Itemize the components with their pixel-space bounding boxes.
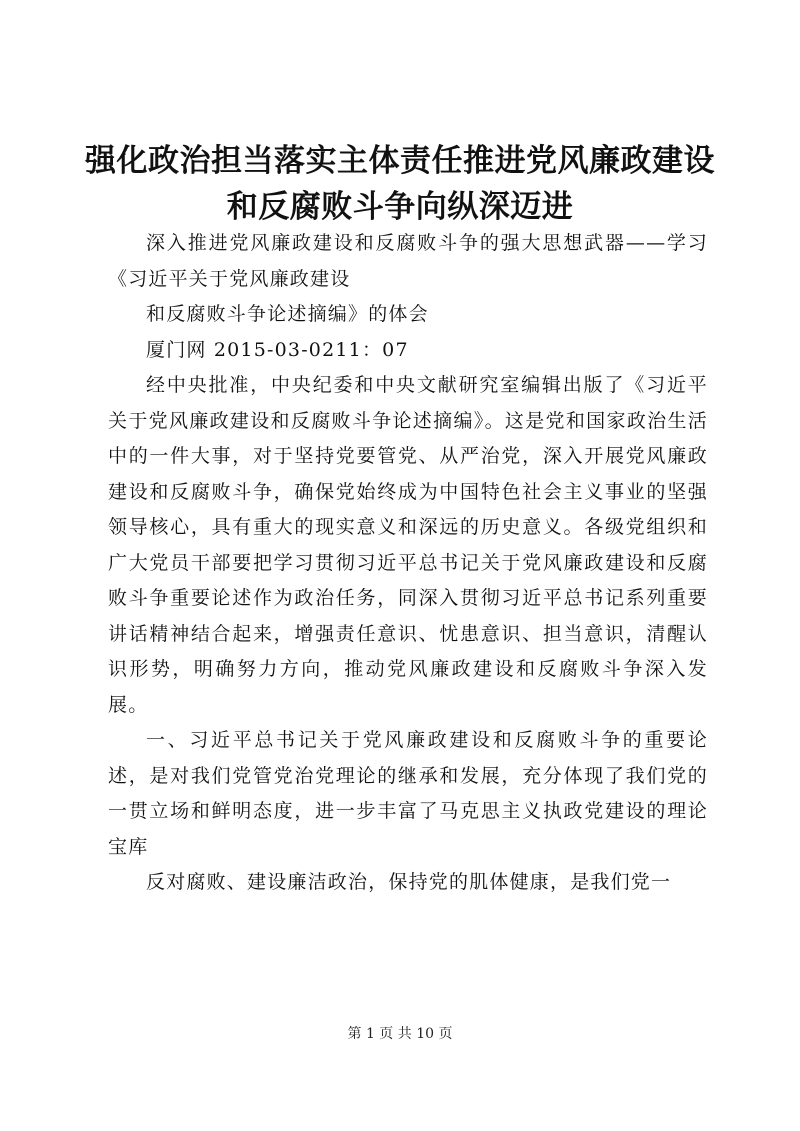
document-title [80, 138, 720, 230]
body-paragraph: 经中央批准，中央纪委和中央文献研究室编辑出版了《习近平关于党风廉政建设和反腐败斗争论述摘编》。这是党和国家政治生活中的一件大事，对于坚持党要管党、从严治党，深入开展党风廉政建设和反腐败斗争，确保党始终成为中国特色社会主义事业的坚强领导核心，具有重大的现实意义和深远的历史意义。各级党组织和广大党员干部要把学习贯彻习近平总书记关于党风廉政建设和反腐败斗争重要论述作为政治任务，同深入贯彻习近平总书记系列重要讲话精神结合起来，增强责任意识、忧患意识、担当意识，清醒认识形势，明确努力方向，推动党风廉政建设和反腐败斗争深入发展。 [108, 374, 708, 716]
document-body [108, 226, 708, 901]
title-line-1: 强化政治担当落实主体责任推进党风廉政建设 [85, 143, 715, 179]
page-number-footer: 第 1 页 共 10 页 [347, 1026, 453, 1042]
body-paragraph: 一、习近平总书记关于党风廉政建设和反腐败斗争的重要论述，是对我们党管党治党理论的继承和发展，充分体现了我们党的一贯立场和鲜明态度，进一步丰富了马克思主义执政党建设的理论宝库 [108, 729, 708, 858]
title-line-2: 和反腐败斗争向纵深迈进 [226, 189, 574, 225]
subtitle-line-2: 和反腐败斗争论述摘编》的体会 [146, 303, 429, 325]
source-line: 厦门网 2015-03-0211：07 [146, 338, 409, 361]
subtitle-line-1: 深入推进党风廉政建设和反腐败斗争的强大思想武器——学习《习近平关于党风廉政建设 [108, 232, 708, 290]
body-paragraph: 反对腐败、建设廉洁政治，保持党的肌体健康，是我们党一 [146, 871, 672, 893]
